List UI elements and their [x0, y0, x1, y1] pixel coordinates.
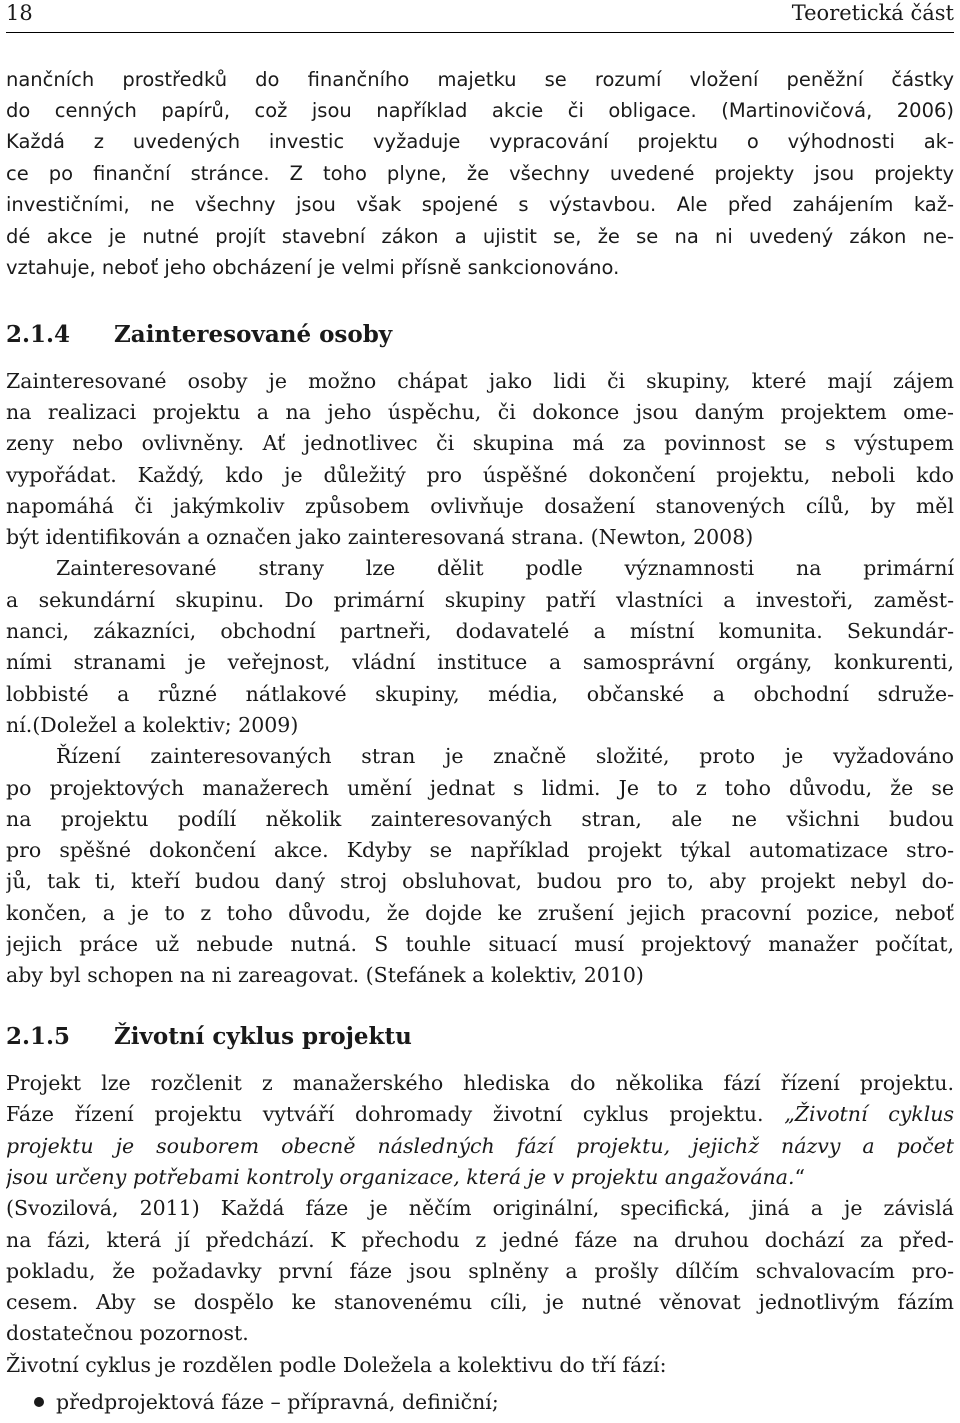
- text-line: a sekundární skupinu. Do primární skupiny patří vlastníci a investoři, zaměst-: [6, 588, 954, 612]
- page-number: 18: [6, 1, 33, 25]
- text-line: ní.(Doležel a kolektiv; 2009): [6, 713, 299, 737]
- text-line: do cenných papírů, což jsou například akcie či obligace. (Martinovičová, 2006): [6, 99, 954, 122]
- text-line: ce po finanční stránce. Z toho plyne, že všechny uvedené projekty jsou projekty: [6, 162, 954, 185]
- text-line: po projektových manažerech umění jednat s lidmi. Je to z toho důvodu, že se: [6, 776, 954, 800]
- text-line: na projektu podílí několik zainteresovaných stran, ale ne všichni budou: [6, 807, 954, 831]
- quote-close: “: [794, 1165, 805, 1189]
- text-line: [6, 1162, 954, 1193]
- text-line: Projekt lze rozčlenit z manažerského hlediska do několika fází řízení projektu.: [6, 1071, 954, 1095]
- text-line: pro spěšné dokončení akce. Kdyby se například projekt týkal automatizace stro-: [6, 838, 954, 862]
- text-line: lobbisté a různé nátlakové skupiny, média, občanské a obchodní sdruže-: [6, 682, 954, 706]
- page-header: [6, 0, 954, 33]
- quote-run: jsou určeny potřebami kontroly organizace, která je v projektu angažována.: [6, 1165, 795, 1189]
- bullet-dot-icon: [34, 1397, 44, 1407]
- text-line: vypořádat. Každý, kdo je důležitý pro úspěšné dokončení projektu, neboli kdo: [6, 463, 954, 487]
- text-line: investičními, ne všechny jsou však spojené s výstavbou. Ale před zahájením kaž-: [6, 193, 954, 216]
- text-line: (Svozilová, 2011) Každá fáze je něčím originální, specifická, jiná a je závislá: [6, 1196, 954, 1220]
- text-line: [6, 1099, 954, 1130]
- text-line: nančních prostředků do finančního majetku se rozumí vložení peněžní částky: [6, 68, 954, 91]
- text-line: Každá z uvedených investic vyžaduje vypracování projektu o výhodnosti ak-: [6, 130, 954, 153]
- text-line: jejich práce už nebude nutná. S touhle situací musí projektový manažer počítat,: [6, 932, 954, 956]
- list-item: předprojektová fáze – přípravná, definiční;: [56, 1390, 499, 1414]
- text-line: napomáhá či jakýmkoliv způsobem ovlivňuje dosažení stanovených cílů, by měl: [6, 494, 954, 518]
- chapter-title: Teoretická část: [791, 1, 954, 25]
- section-title: Zainteresované osoby: [114, 321, 393, 348]
- text-line: cesem. Aby se dospělo ke stanovenému cíli, je nutné věnovat jednotlivým fázím: [6, 1290, 954, 1314]
- quote-run: „Životní cyklus: [784, 1102, 954, 1126]
- text-line: dé akce je nutné projít stavební zákon a ujistit se, že se na ni uvedený zákon ne-: [6, 225, 954, 248]
- text-line: Zainteresované osoby je možno chápat jako lidi či skupiny, které mají zájem: [6, 369, 954, 393]
- text-line: dostatečnou pozornost.: [6, 1321, 249, 1345]
- text-line: na fázi, která jí předchází. K přechodu z jedné fáze na druhou dochází za před-: [6, 1228, 954, 1252]
- text-line: nanci, zákazníci, obchodní partneři, dodavatelé a místní komunita. Sekundár-: [6, 619, 954, 643]
- text-line: Řízení zainteresovaných stran je značně složité, proto je vyžadováno: [56, 744, 954, 768]
- text-run: Fáze řízení projektu vytváří dohromady životní cyklus projektu.: [6, 1102, 785, 1126]
- text-line: končen, a je to z toho důvodu, že dojde ke zrušení jejich pracovní pozice, neboť: [6, 901, 954, 925]
- section-number: 2.1.4: [6, 321, 71, 348]
- text-line: být identifikován a označen jako zainteresovaná strana. (Newton, 2008): [6, 525, 754, 549]
- section-title: Životní cyklus projektu: [114, 1023, 412, 1050]
- section-number: 2.1.5: [6, 1023, 71, 1050]
- text-line: jů, tak ti, kteří budou daný stroj obsluhovat, budou pro to, aby projekt nebyl do-: [6, 869, 954, 893]
- text-line: Životní cyklus je rozdělen podle Doležela a kolektivu do tří fází:: [6, 1353, 667, 1377]
- text-line: na realizaci projektu a na jeho úspěchu, či dokonce jsou daným projektem ome-: [6, 400, 954, 424]
- text-line: aby byl schopen na ni zareagovat. (Stefánek a kolektiv, 2010): [6, 963, 644, 987]
- text-line: Zainteresované strany lze dělit podle významnosti na primární: [56, 556, 954, 580]
- quote-line: projektu je souborem obecně následných fází projektu, jejichž názvy a počet: [6, 1134, 954, 1158]
- text-line: vztahuje, neboť jeho obcházení je velmi přísně sankcionováno.: [6, 256, 620, 279]
- text-line: pokladu, že požadavky první fáze jsou splněny a prošly dílčím schvalovacím pro-: [6, 1259, 954, 1283]
- text-line: ními stranami je veřejnost, vládní instituce a samosprávní orgány, konkurenti,: [6, 650, 954, 674]
- text-line: zeny nebo ovlivněny. Ať jednotlivec či skupina má za povinnost se s výstupem: [6, 431, 954, 455]
